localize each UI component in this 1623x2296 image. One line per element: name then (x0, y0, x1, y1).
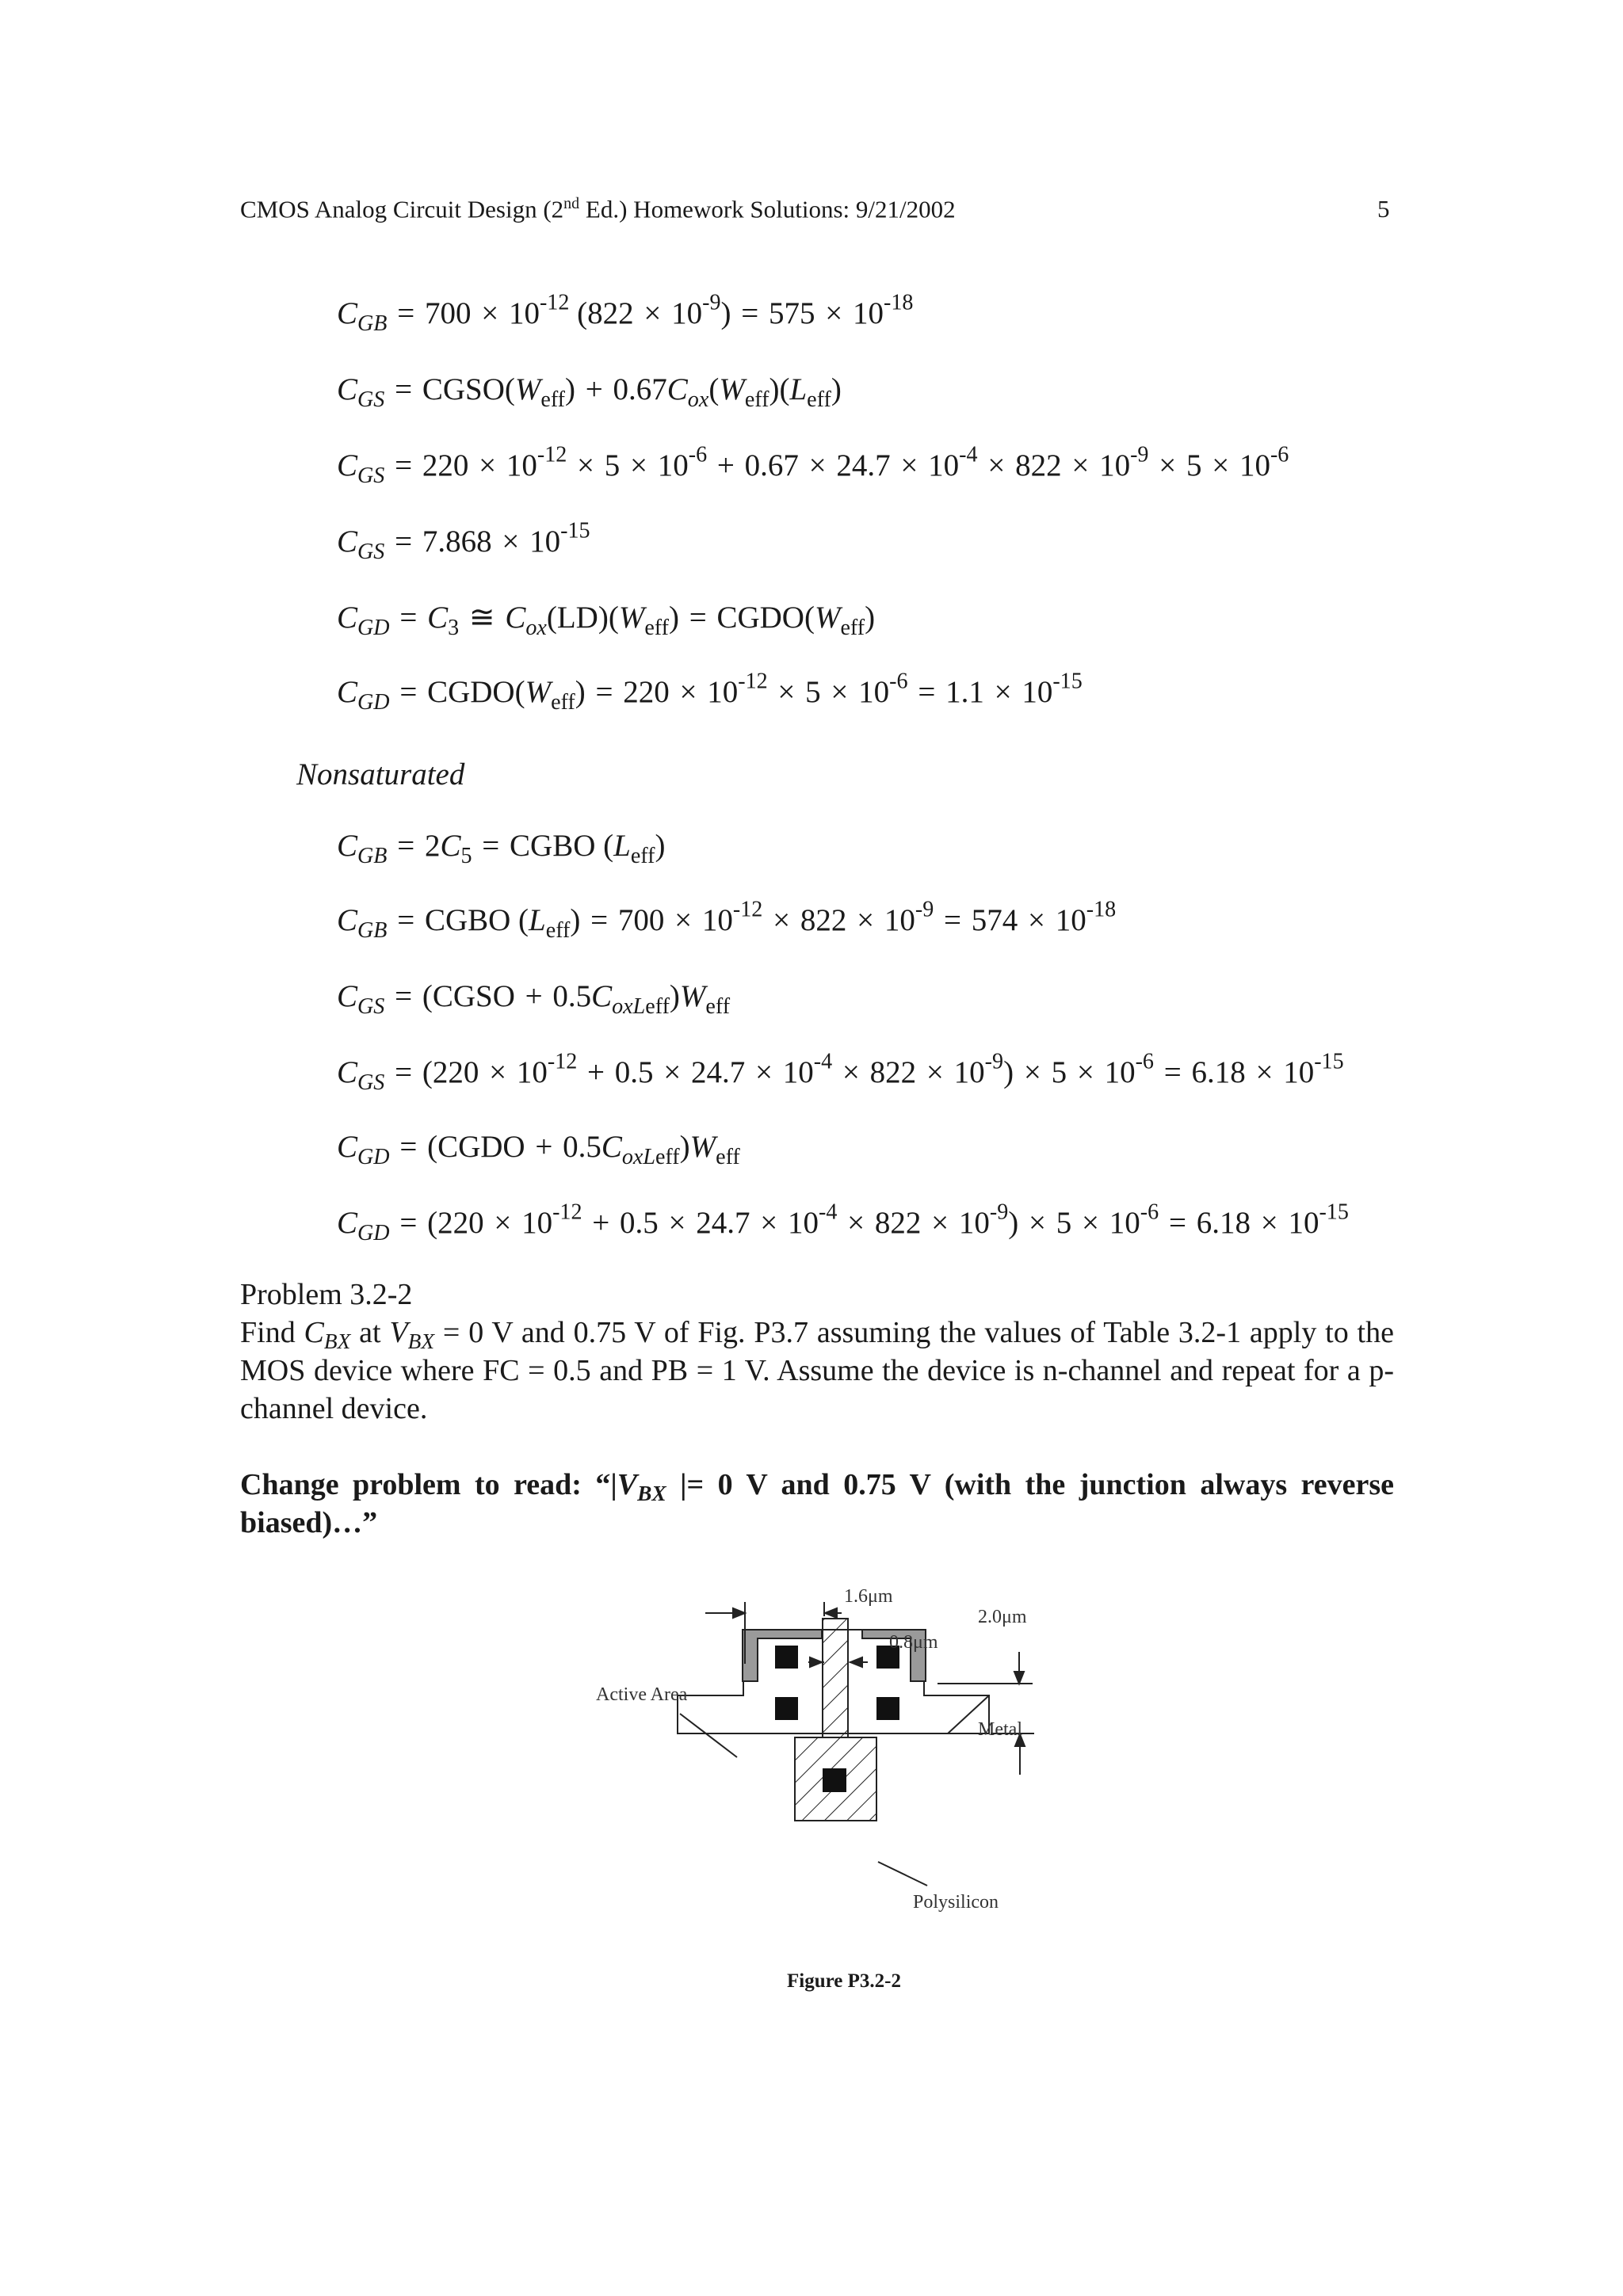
header-title-prefix: CMOS Analog Circuit Design (2 (240, 195, 564, 223)
equation-5: $C_{GD} = C_3$ ≅ $C_{ox}(LD)(W_{eff})$ = $CGDO(W_{eff})$ (337, 601, 876, 640)
contact-1 (775, 1646, 798, 1669)
equation-6: $C_{GD}$ = $CGDO(W_{eff}) = 220 \times 10^{-12} \times 5 \times 10^{-6} = 1.1 \times 10^{-15}$ (337, 669, 1083, 715)
contact-3 (775, 1697, 798, 1720)
poly-gate-shape (823, 1619, 848, 1737)
equation-7: $C_{GB} = 2C_5$ = CGBO $(L_{eff})$ (337, 829, 666, 868)
equation-3: $C_{GS} = 220 \times 10^{-12} \times 5 \times 10^{-6} + 0.67 \times 24.7 \times 10^{-4} \times 822 \times 10^{-9} \times 5 \times 10^{-6}$ (337, 442, 1289, 488)
contact-5 (823, 1768, 846, 1792)
label-active-area: Active Area (596, 1684, 688, 1705)
equation-11: $C_{GD}$ = (CGDO + $0.5C_{oxLeff})W_{eff}$ (337, 1130, 740, 1169)
section-heading: Nonsaturated (296, 757, 465, 791)
label-metal: Metal (978, 1719, 1022, 1740)
equation-9: $C_{GS}$ = (CGSO + $0.5C_{oxLeff})W_{eff}$ (337, 979, 731, 1019)
layout-figure (571, 1573, 1046, 1985)
page-number: 5 (1377, 195, 1390, 223)
page-header (240, 195, 956, 223)
equation-2: $C_{GS}$ = $CGSO(W_{eff}) + 0.67C_{ox}(W_{eff})(L_{eff})$ (337, 372, 842, 412)
equation-8: $C_{GB}$ = CGBO $(L_{eff}) = 700 \times 10^{-12} \times 822 \times 10^{-9} = 574 \times 10^{-18}$ (337, 897, 1117, 943)
contact-4 (876, 1697, 899, 1720)
header-title-sup: nd (563, 195, 580, 212)
header-title-suffix: Ed.) Homework Solutions: 9/21/2002 (579, 195, 956, 223)
dim-2-0um: 2.0μm (978, 1607, 1027, 1627)
dim-1-6um: 1.6μm (844, 1586, 893, 1607)
label-polysilicon: Polysilicon (913, 1892, 999, 1913)
equation-4: $C_{GS} = 7.868 \times 10^{-15}$ (337, 518, 590, 564)
equation-10: $C_{GS} = (220 \times 10^{-12} + 0.5 \times 24.7 \times 10^{-4} \times 822 \times 10^{-9}) \times 5 \times 10^{-6} = 6.18 \times 10^{-15}$ (337, 1049, 1344, 1095)
figure-caption: Figure P3.2-2 (787, 1970, 901, 1992)
equation-1: $C_{GB} = 700 \times 10^{-12}$ $(822 \times 10^{-9}) = 575 \times 10^{-18}$ (337, 290, 914, 336)
problem-text: Find $C_{BX}$ at $V_{BX} = 0$ V and 0.75 V of Fig. P3.7 assuming the values of Table 3.2-1 apply to the MOS device where FC = 0.5 and PB = 1 V. Assume the device is n-channel and repeat for a p-channel device. (240, 1316, 1394, 1425)
change-note: Change problem to read: “$|V_{BX}$ |= 0 V and 0.75 V (with the junction always reverse biased)…” (240, 1468, 1394, 1539)
problem-title: Problem 3.2-2 (240, 1278, 413, 1311)
equation-12: $C_{GD} = (220 \times 10^{-12} + 0.5 \times 24.7 \times 10^{-4} \times 822 \times 10^{-9}) \times 5 \times 10^{-6} = 6.18 \times 10^{-15}$ (337, 1199, 1349, 1245)
dim-0-8um: 0.8μm (889, 1632, 938, 1653)
